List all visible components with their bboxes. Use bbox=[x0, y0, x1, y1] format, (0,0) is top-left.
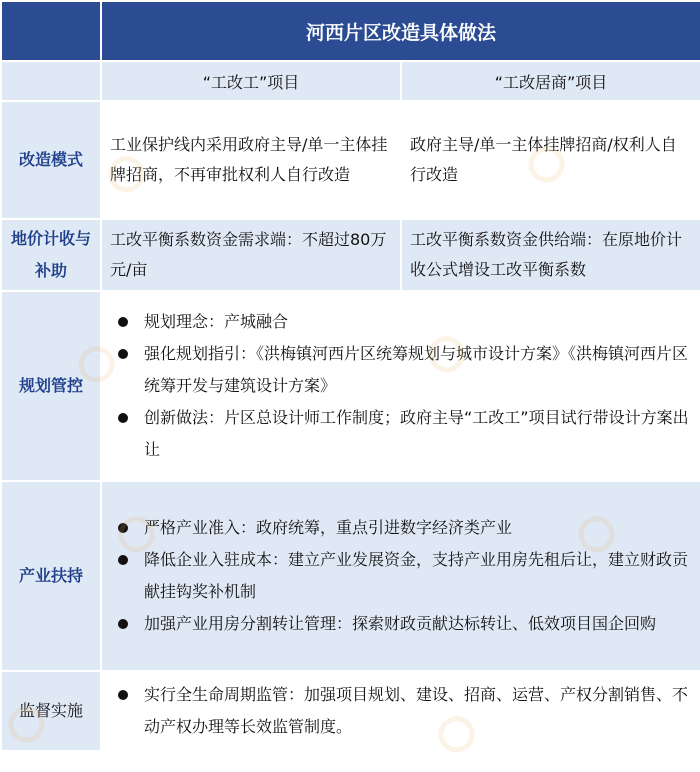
industry-item-text: 降低企业入驻成本：建立产业发展资金，支持产业用房先租后让，建立财政贡献挂钩奖补机制 bbox=[144, 550, 689, 601]
planning-item-text: 强化规划指引：《洪梅镇河西片区统筹规划与城市设计方案》《洪梅镇河西片区统筹开发与建筑设计方案》 bbox=[144, 344, 689, 395]
mode-industrial-cell: 工业保护线内采用政府主导/单一主体挂牌招商，不再审批权利人自行改造 bbox=[101, 101, 401, 219]
row-planning-control bbox=[1, 291, 700, 481]
row-label-supervision: 监督实施 bbox=[1, 671, 101, 751]
list-item bbox=[108, 679, 690, 743]
header-row bbox=[1, 1, 700, 61]
row-label-land-price: 地价计收与补助 bbox=[1, 219, 101, 291]
row-label-renovation-mode: 改造模式 bbox=[1, 101, 101, 219]
row-label-planning-control: 规划管控 bbox=[1, 291, 101, 481]
list-item bbox=[108, 608, 690, 640]
bullet-icon bbox=[118, 413, 128, 423]
industry-item-text: 加强产业用房分割转让管理：探索财政贡献达标转让、低效项目国企回购 bbox=[144, 614, 657, 633]
industry-support-cell bbox=[101, 481, 700, 671]
planning-control-cell bbox=[101, 291, 700, 481]
planning-item-text: 创新做法：片区总设计师工作制度；政府主导“工改工”项目试行带设计方案出让 bbox=[144, 408, 689, 459]
list-item bbox=[108, 402, 690, 466]
column-header-industrial: “工改工”项目 bbox=[101, 61, 401, 101]
supervision-cell bbox=[101, 671, 700, 751]
land-price-residential-cell: 工改平衡系数资金供给端：在原地价计收公式增设工改平衡系数 bbox=[401, 219, 700, 291]
supervision-list bbox=[108, 679, 690, 743]
planning-item-text: 规划理念：产城融合 bbox=[144, 312, 289, 331]
table-title: 河西片区改造具体做法 bbox=[101, 1, 700, 61]
industry-item-text: 严格产业准入：政府统筹，重点引进数字经济类产业 bbox=[144, 518, 513, 537]
row-renovation-mode bbox=[1, 101, 700, 219]
column-header-row bbox=[1, 61, 700, 101]
row-land-price bbox=[1, 219, 700, 291]
column-header-residential-commercial: “工改居商”项目 bbox=[401, 61, 700, 101]
planning-control-list bbox=[108, 306, 690, 466]
bullet-icon bbox=[118, 555, 128, 565]
list-item bbox=[108, 544, 690, 608]
list-item bbox=[108, 338, 690, 402]
list-item bbox=[108, 306, 690, 338]
row-supervision bbox=[1, 671, 700, 751]
bullet-icon bbox=[118, 690, 128, 700]
land-price-industrial-cell: 工改平衡系数资金需求端：不超过80万元/亩 bbox=[101, 219, 401, 291]
list-item bbox=[108, 512, 690, 544]
row-industry-support bbox=[1, 481, 700, 671]
row-label-industry-support: 产业扶持 bbox=[1, 481, 101, 671]
bullet-icon bbox=[118, 317, 128, 327]
bullet-icon bbox=[118, 523, 128, 533]
column-header-corner bbox=[1, 61, 101, 101]
mode-residential-cell: 政府主导/单一主体挂牌招商/权利人自行改造 bbox=[401, 101, 700, 219]
supervision-item-text: 实行全生命周期监管：加强项目规划、建设、招商、运营、产权分割销售、不动产权办理等长效监管制度。 bbox=[144, 685, 689, 736]
bullet-icon bbox=[118, 349, 128, 359]
industry-support-list bbox=[108, 512, 690, 640]
header-corner-cell bbox=[1, 1, 101, 61]
bullet-icon bbox=[118, 619, 128, 629]
